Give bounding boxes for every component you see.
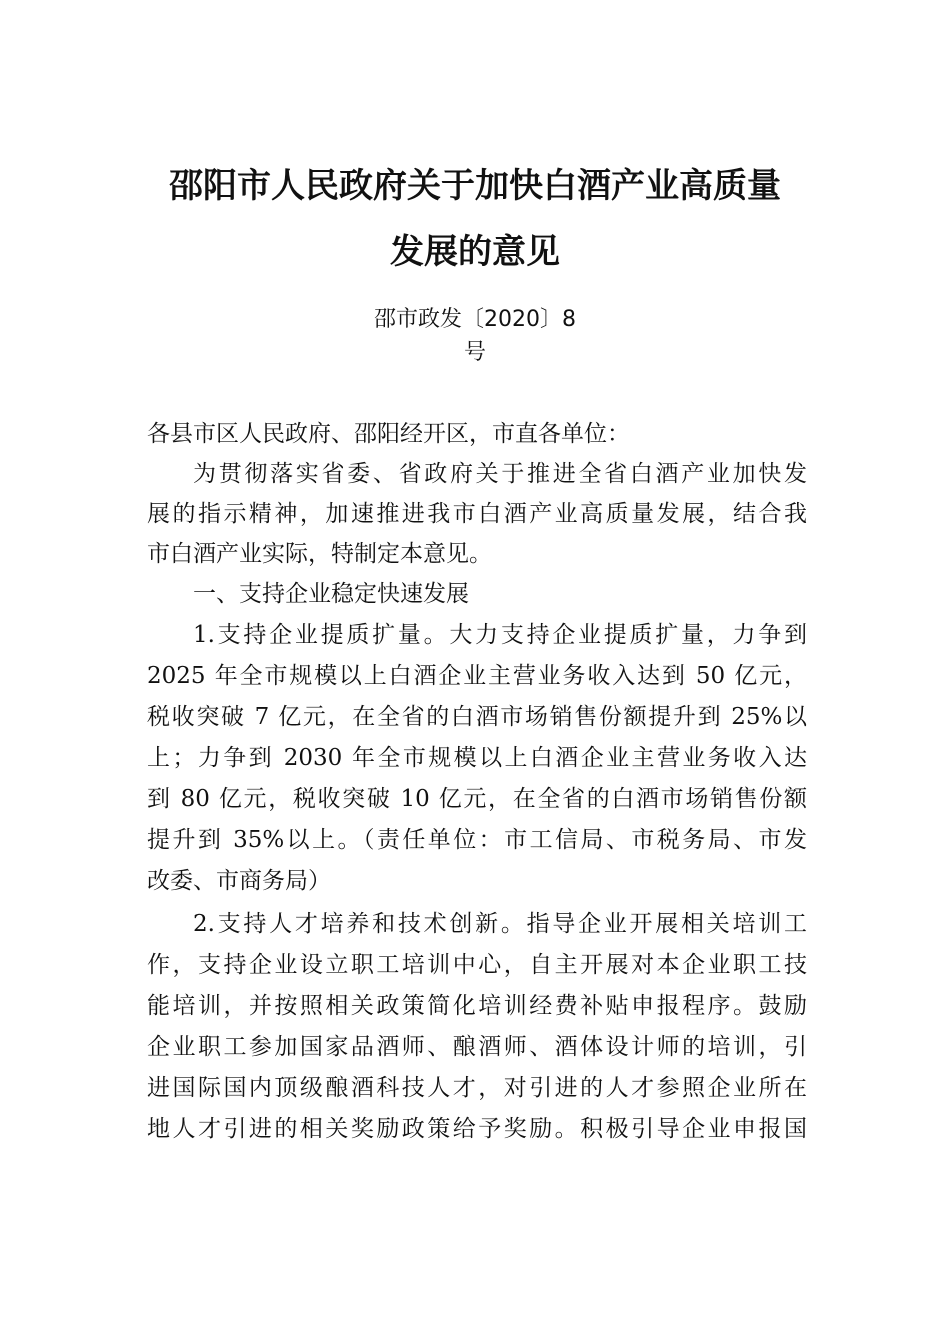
body-line: 市白酒产业实际，特制定本意见。	[147, 541, 492, 567]
document-title-line-1: 邵阳市人民政府关于加快白酒产业高质量	[169, 166, 781, 206]
document-number-line-2: 号	[463, 340, 486, 365]
document-number-line-1: 邵市政发〔2020〕8	[374, 307, 576, 332]
body-line: 提升到 35%以上。（责任单位：市工信局、市税务局、市发	[147, 827, 807, 853]
body-line: 1.支持企业提质扩量。大力支持企业提质扩量，力争到	[193, 622, 807, 648]
body-line: 2025 年全市规模以上白酒企业主营业务收入达到 50 亿元，	[147, 663, 807, 689]
body-line: 到 80 亿元，税收突破 10 亿元，在全省的白酒市场销售份额	[147, 786, 807, 812]
body-line: 2.支持人才培养和技术创新。指导企业开展相关培训工	[193, 911, 807, 937]
body-line: 地人才引进的相关奖励政策给予奖励。积极引导企业申报国	[147, 1116, 807, 1142]
document-title-line-2: 发展的意见	[390, 232, 560, 272]
body-line: 进国际国内顶级酿酒科技人才，对引进的人才参照企业所在	[147, 1075, 807, 1101]
body-line: 改委、市商务局）	[147, 868, 331, 894]
body-line: 能培训，并按照相关政策简化培训经费补贴申报程序。鼓励	[147, 993, 807, 1019]
body-line: 企业职工参加国家品酒师、酿酒师、酒体设计师的培训，引	[147, 1034, 807, 1060]
section-heading: 一、支持企业稳定快速发展	[193, 581, 469, 607]
body-line: 为贯彻落实省委、省政府关于推进全省白酒产业加快发	[193, 461, 807, 487]
body-line: 税收突破 7 亿元，在全省的白酒市场销售份额提升到 25%以	[147, 704, 807, 730]
salutation: 各县市区人民政府、邵阳经开区，市直各单位：	[147, 421, 630, 447]
body-line: 作，支持企业设立职工培训中心，自主开展对本企业职工技	[147, 952, 807, 978]
body-line: 上；力争到 2030 年全市规模以上白酒企业主营业务收入达	[147, 745, 807, 771]
body-line: 展的指示精神，加速推进我市白酒产业高质量发展，结合我	[147, 501, 807, 527]
